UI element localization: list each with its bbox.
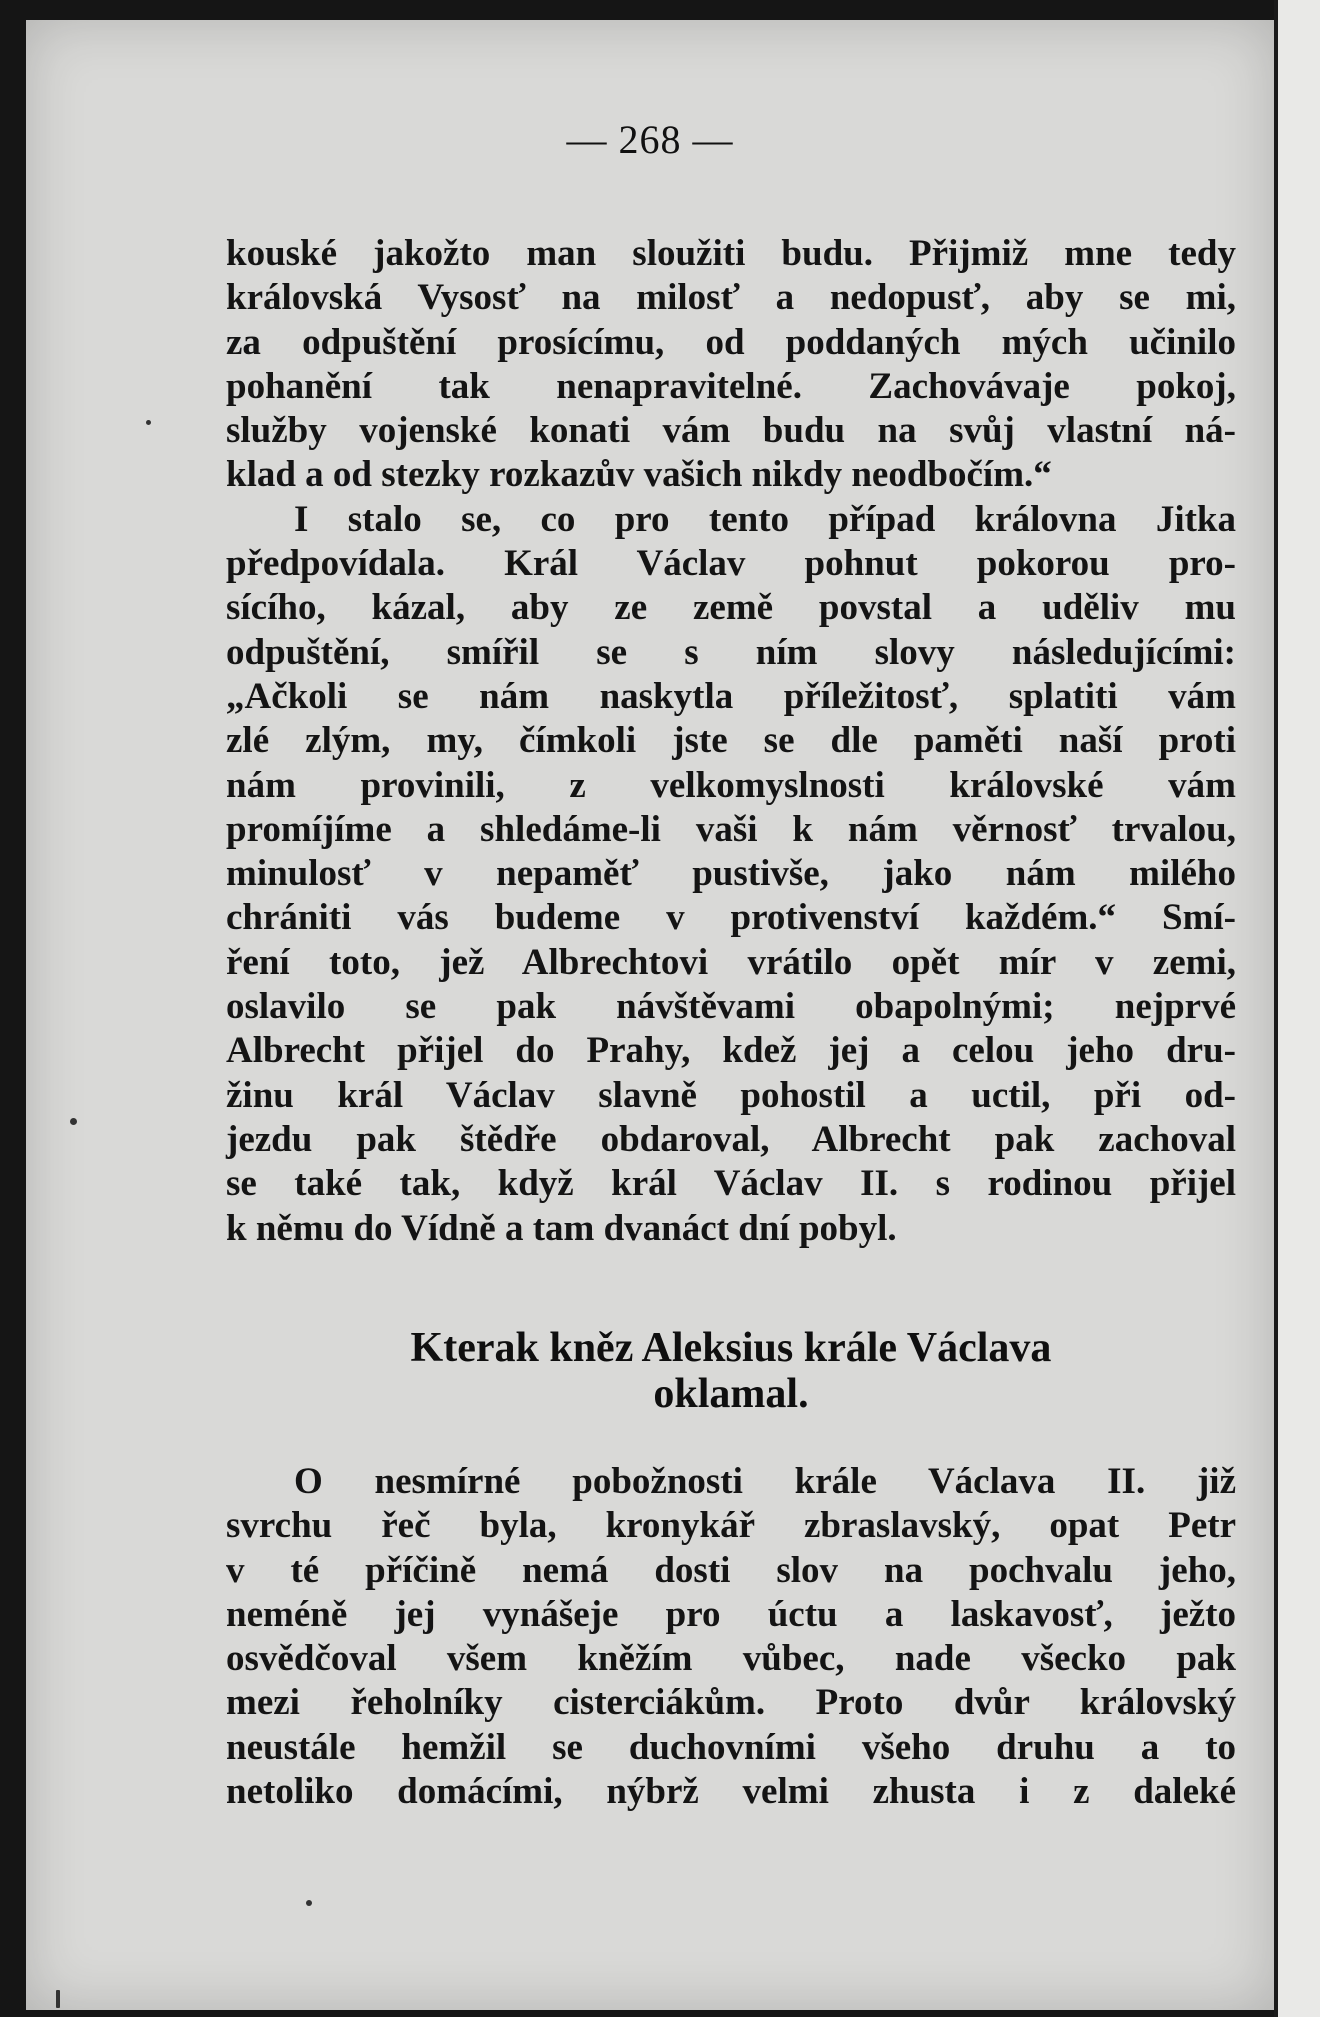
text-line: žinu král Václav slavně pohostil a uctil, při od-: [226, 1074, 1236, 1116]
text-line: minulosť v nepaměť pustivše, jako nám milého: [226, 853, 1236, 895]
text-line: jezdu pak štědře obdaroval, Albrecht pak zachoval: [226, 1118, 1236, 1160]
ink-speck: [146, 420, 151, 425]
book-page: [26, 20, 1274, 2010]
text-line: „Ačkoli se nám naskytla příležitosť, splatiti vám: [226, 675, 1236, 717]
ink-speck: [70, 1118, 77, 1125]
text-line: služby vojenské konati vám budu na svůj vlastní ná-: [226, 410, 1236, 452]
text-line: svrchu řeč byla, kronykář zbraslavský, opat Petr: [226, 1505, 1236, 1547]
section-heading: [226, 1325, 1236, 1417]
text-line: promíjíme a shledáme-li vaši k nám věrnosť trvalou,: [226, 808, 1236, 850]
text-line: Albrecht přijel do Prahy, kdež jej a celou jeho dru-: [226, 1030, 1236, 1072]
text-line: odpuštění, smířil se s ním slovy následujícími:: [226, 631, 1236, 673]
heading-line: Kterak kněz Aleksius krále Václava: [410, 1325, 1052, 1371]
text-line: O nesmírné pobožnosti krále Václava II. již: [294, 1461, 1236, 1502]
adjacent-page-edge: [1274, 0, 1320, 2017]
text-line: se také tak, když král Václav II. s rodinou přijel: [226, 1163, 1236, 1205]
text-line: za odpuštění prosícímu, od poddaných mých učinilo: [226, 321, 1236, 363]
text-line: kouské jakožto man sloužiti budu. Přijmiž mne tedy: [226, 233, 1236, 274]
text-line: osvědčoval všem kněžím vůbec, nade všecko pak: [226, 1638, 1236, 1680]
text-line: sícího, kázal, aby ze země povstal a uděliv mu: [226, 587, 1236, 629]
text-line: předpovídala. Král Václav pohnut pokorou pro-: [226, 543, 1236, 585]
text-line: chrániti vás budeme v protivenství každém.“ Smí-: [226, 897, 1236, 939]
ink-speck: [56, 1990, 60, 2008]
paragraph-1: [226, 232, 1236, 1251]
text-line: I stalo se, co pro tento případ královna Jitka: [294, 498, 1236, 540]
text-line: královská Vysosť na milosť a nedopusť, aby se mi,: [226, 277, 1236, 319]
text-line: zlé zlým, my, čímkoli jste se dle paměti naší proti: [226, 720, 1236, 762]
heading-line: oklamal.: [653, 1371, 809, 1417]
text-line: nám provinili, z velkomyslnosti královské vám: [226, 764, 1236, 806]
ink-speck: [306, 1900, 312, 1906]
text-line: neméně jej vynášeje pro úctu a laskavosť, ježto: [226, 1593, 1236, 1635]
page-number: — 268 —: [566, 117, 734, 162]
text-line: v té příčině nemá dosti slov na pochvalu jeho,: [226, 1549, 1236, 1591]
text-line: netoliko domácími, nýbrž velmi zhusta i z daleké: [226, 1771, 1236, 1813]
text-line: oslavilo se pak návštěvami obapolnými; nejprvé: [226, 986, 1236, 1028]
paragraph-2: [226, 1460, 1236, 1814]
text-line: k němu do Vídně a tam dvanáct dní pobyl.: [226, 1207, 897, 1249]
text-line: pohanění tak nenapravitelné. Zachovávaje pokoj,: [226, 365, 1236, 407]
text-line: neustále hemžil se duchovními všeho druhu a to: [226, 1726, 1236, 1768]
text-line: mezi řeholníky cisterciákům. Proto dvůr královský: [226, 1682, 1236, 1724]
text-line: klad a od stezky rozkazův vašich nikdy neodbočím.“: [226, 454, 1052, 496]
text-line: ření toto, jež Albrechtovi vrátilo opět mír v zemi,: [226, 941, 1236, 983]
